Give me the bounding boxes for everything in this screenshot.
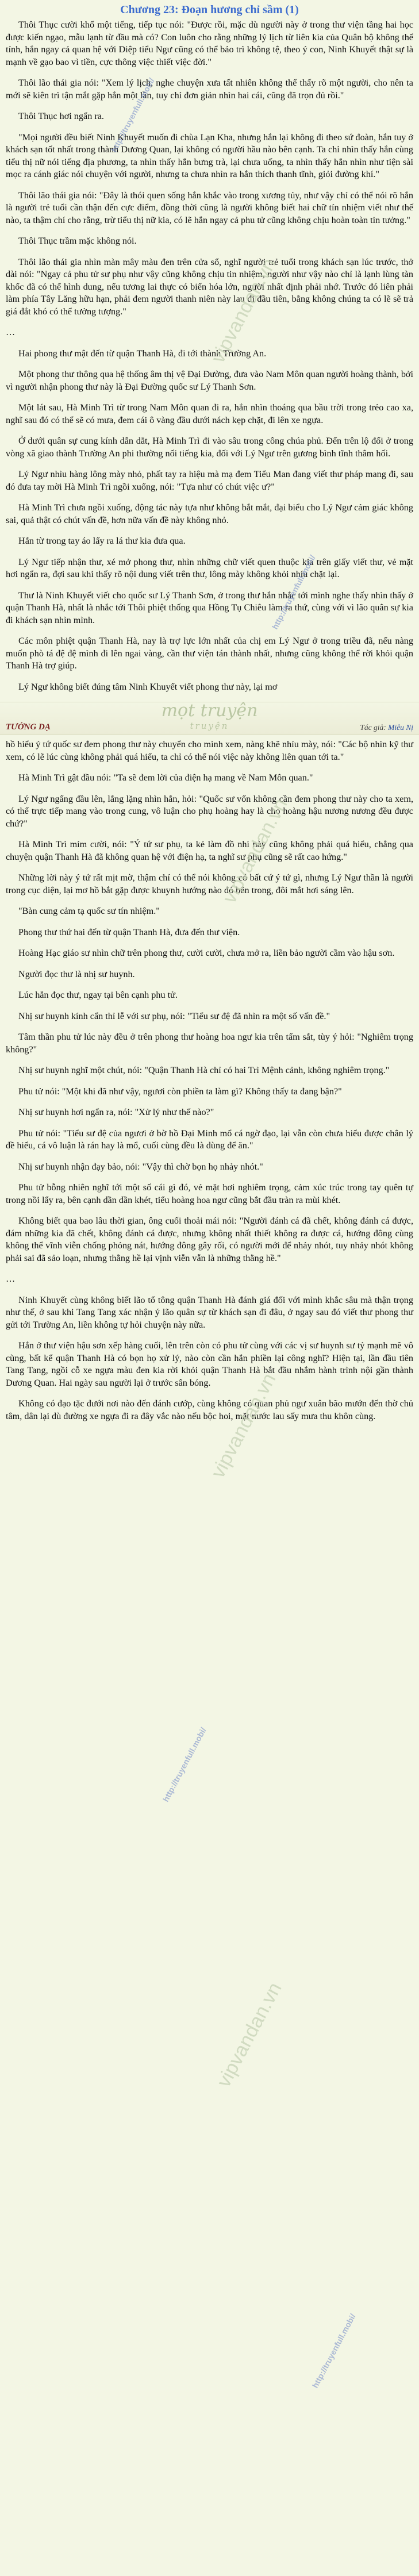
paragraph: Phu tử nói: "Một khi đã như vậy, ngươi còn phiền ta làm gì? Không thấy ta đang bận?" [18, 1086, 342, 1097]
site-logo-small: truyện [190, 721, 229, 731]
paragraph: "Bàn cung cảm tạ quốc sư tín nhiệm." [18, 906, 160, 916]
paragraph: Hắn từ trong tay áo lấy ra lá thư kia đưa qua. [18, 536, 186, 546]
paragraph: Hoàng Hạc giáo sư nhìn chữ trên phong thư, cười cười, chưa mở ra, liền bảo người cầm vào hậu sơn. [18, 948, 395, 958]
paragraph: Thôi lão thái gia nói: "Đây là thói quen sống hắn khắc vào trong xương tủy, như vậy chỉ có thể nói rõ hắn là người trẻ tuổi cần thận đến cực điểm, đồng thời cũng là người không biết hai chữ tín nhiệm viết như thế nào, ta thậm chí cho rằng, trừ tiểu thị nữ kia, có lẽ hắn ngay cả phu tử cũng không chịu hoàn toàn tin tưởng." [6, 190, 413, 225]
paragraph: Thôi Thục hơi ngẩn ra. [18, 111, 104, 121]
chapter-body-part1 [6, 19, 413, 693]
paragraph: "Mọi người đều biết Ninh Khuyết muốn đi chùa Lạn Kha, nhưng hắn lại không đi theo sứ đoàn, hắn tuy ở khách sạn tốt nhất trong thành Dương Quan, lại không có người hầu nào bên cạnh. Ta chỉ nhìn thấy hắn cùng tiểu thị nữ nói tiếng địa phương, ta nhìn thấy hắn bưng trà, lại chưa uống, ta nhìn thấy hắn nhìn như tiện sài mọc ra cánh giác nói chuyện với người, nhưng ta chưa nhìn ra hắn thích thanh tĩnh, giỏi đường khí." [6, 132, 413, 179]
paragraph: … [6, 1274, 16, 1284]
watermark-site: vipvandan.vn [218, 795, 292, 907]
paragraph: Nhị sư huynh nghĩ một chút, nói: "Quận Thanh Hà chỉ có hai Trì Mệnh cảnh, không nghiêm trọng." [18, 1065, 390, 1075]
paragraph: Phong thư thứ hai đến từ quận Thanh Hà, đưa đến thư viện. [18, 926, 240, 937]
watermark-link: http://truyenfull.mobi/ [270, 553, 317, 631]
paragraph: Không có đạo tặc đưới nơi nào đến đánh cướp, cùng không có quan phủ ngư xuân bão mướn đến thờ chủ tâm, dân lại dù đường xe ngựa đi ra đây vắc nào nếu bộc hoi, mặt nước lau sấy mưa thu khôn cùng. [6, 1398, 413, 1421]
paragraph: Thư là Ninh Khuyết viết cho quốc sư Lý Thanh Sơn, ở trong thư hắn nhắc tới mình nghe thấy nhìn thấy ở quận Thanh Hà, nhất là nhắc tới Thôi phiệt thống qua Hồng Tụ Chiêu làm ra thứ, cùng với vì lão quân sự kia đi khách sạn nhìn mình. [6, 590, 413, 625]
site-logo [162, 703, 258, 733]
paragraph: Nhị sư huynh kính cẩn thỉ lễ với sư phụ, nói: "Tiểu sư đệ đã nhìn ra một số vấn đề." [18, 1010, 330, 1021]
paragraph: Phu tử nói: "Tiểu sư đệ của ngươi ở bờ hồ Đại Minh mổ cá ngờ đạo, lại vẫn còn chưa hiểu được chân lý đề hiểu, cá vô luận là rán hay là mổ, cuối cùng đều là dùng để ăn." [6, 1128, 413, 1151]
paragraph: Không biết qua bao lâu thời gian, ông cuối thoải mái nói: "Người đánh cá đã chết, không đánh cá được, đám những kia đã chết, không đánh cá được, nhưng không nhất thiết không ra được cá, hướng đông cùng không thể vĩnh viễn chống phỏng nát, hướng đông gây rối, có người mới để nhảy nhót, tuy nhảy nhót không phải sai đã sảo loạn, nhưng thằng hề lại vịnh viễn vẫn là những thằng hề." [6, 1216, 413, 1263]
paragraph: Ở dưới quân sự cung kính dẫn dắt, Hà Minh Trì đi vào sâu trong công chúa phủ. Đến trên lộ đối ở trong vòng xã giao thành Trường An phi thường nổi tiếng kia, đối với Lý Ngư trên gương bình tĩnh thâm hối. [6, 436, 413, 459]
paragraph: Thôi Thục cười khổ một tiếng, tiếp tục nói: "Được rồi, mặc dù người này ở trong thư viện tầng hai học được kiến ngạo, mẫu lạnh từ đầu mà có? Con luôn cho rằng những lý lịch từ liên kia của Quân bộ không thể tính, hắn ngay cả quan hệ với Diệp tiểu Ngư cũng có thể bảo trì không tệ, theo ý con, Ninh Khuyết thật sự là mạnh về gạo bao vì tiền, cực thông việc thiết việc đời." [6, 20, 413, 67]
paragraph: Lý Ngư ngẩng đầu lên, lẳng lặng nhìn hắn, hỏi: "Quốc sư vốn không cần đem phong thư này cho ta xem, có thể trực tiếp mang vào trong cung, vô luận cho phụ hoàng hay là cho hoàng hậu nương nương đều được chứ?" [6, 793, 413, 829]
paragraph: hồ hiểu ý tứ quốc sư đem phong thư này chuyển cho mình xem, nàng khẽ nhíu mày, nói: "Các bộ nhìn kỹ thư xem, có lẽ lúc cùng không phải quá hiểu, ta chỉ có thể nói việc này không liên quan tới ta." [6, 739, 413, 762]
chapter-title: Chương 23: Đoạn hương chỉ sầm (1) [120, 3, 299, 16]
paragraph: Tâm thần phu tử lúc này đều ở trên phong thư hoàng hoa ngư kia trên tấm sắt, tùy ý hỏi: "Nghiêm trọng không?" [6, 1032, 413, 1055]
watermark-link: http://truyenfull.mobi/ [310, 2312, 358, 2390]
paragraph: Thôi lão thái gia nói: "Xem lý lịch, nghe chuyện xưa tất nhiên không thể thấy rõ một người, cho nên ta mới sẽ kiên trì tận mắt gặp hắn một lần, tuy chỉ đơn giản nhìn hai cái, cũng đã trọn đủ rồi." [6, 78, 413, 101]
chapter-divider-band [0, 702, 419, 735]
paragraph: Nhị sư huynh nhận đạy bảo, nói: "Vậy thì chờ bọn họ nhảy nhót." [18, 1161, 263, 1172]
paragraph: Lý Ngư nhìu hàng lông mày nhỏ, phất tay ra hiệu mà mạ đem Tiểu Man đang viết thư pháp mang đi, sau đó đưa tay mời Hà Minh Trì ngồi xuống, nói: "Tựa như có chút việc ư?" [6, 469, 413, 492]
author-label: Tác giả: [360, 723, 386, 732]
paragraph: Người đọc thư là nhị sư huynh. [18, 968, 135, 979]
paragraph: Thôi lão thái gia nhìn màn mây màu đen trên cửa sổ, nghĩ người trẻ tuổi trong khách sạn lúc trước, thở dài nói: "Ngay cả phu tử sư phụ như vậy cũng không chịu tin nhiệm, người như vậy nào chỉ là lạnh lùng tàn khốc đã có thể hình dung, nếu tương lai thực có biến hóa lớn, người nhất định phải nhớ. Trước đó liên phải làm phía Tây Lăng hữu hạn, phải đem người thanh niên này lau đi đầu tiên, bằng không chúng ta có lẽ sẽ trả giá đắt khó có thể tưởng tượng." [6, 256, 413, 317]
chapter-body-part2 [6, 739, 413, 1422]
watermark-link: http://truyenfull.mobi/ [161, 1725, 208, 1804]
paragraph: Hắn ở thư viện hậu sơn xếp hàng cuối, lên trên còn có phu tử cùng với các vị sư huynh sư tỷ mạnh mẽ vô cùng, bất kể quận Thanh Hà có bọn họ xử lý, nào còn cần hắn phiền lại công nghĩ? Hiện tại, lần đầu tiên Tang Tang, ngồi cỗ xe ngựa màu đen kia rời khỏi quận Thanh Hà bắt đầu nhắm hành trình nội gần thành Dương Quan. Hai ngày sau người lại ở trước sân bóng. [6, 1340, 413, 1388]
paragraph: Hà Minh Trì gật đầu nói: "Ta sẽ đem lời của điện hạ mang về Nam Môn quan." [18, 772, 313, 783]
paragraph: Những lời này ý tứ rất mịt mờ, thậm chí có thể nói không có bất cứ ý tứ gì, nhưng Lý Ngư thần là người trong cục diện, lại mơ hồ bắt gặp được khuynh hướng nào đó bên trong, đôi mắt hơi sáng lên. [6, 872, 413, 895]
paragraph: Một lát sau, Hà Minh Trì từ trong Nam Môn quan đi ra, hắn nhìn thoáng qua bầu trời trong trẻo cao xa, nghĩ sau đó có thể sẽ có mưa, đem cái ô vàng đầu dưới nách kẹp chặt, đi lên xe ngựa. [6, 402, 413, 425]
paragraph: Lúc hắn đọc thư, ngay tại bên cạnh phu tử. [18, 990, 178, 1000]
watermark-link: http://truyenfull.mobi/ [109, 76, 156, 154]
paragraph: Lý Ngư tiếp nhận thư, xé mở phong thư, nhìn những chữ viết quen thuộc kia trên giấy viết thư, vẻ mặt hơi ngẩn ra, đợi sau khi thấy rõ nội dung viết trên thư, lông mày không khỏi nhíu chặt lại. [6, 556, 413, 579]
paragraph: Hà Minh Trì mỉm cười, nói: "Ý tứ sư phụ, ta kẻ làm đồ nhi này cũng không phải quá hiểu, chẳng qua chuyện quận Thanh Hà đã không quan hệ với điện hạ, ta nghĩ sư phụ cũng sẽ rất cao hứng." [6, 839, 413, 862]
paragraph: Lý Ngư không biết đúng tâm Ninh Khuyết viết phong thư này, lại mơ [18, 681, 278, 692]
watermark-site: vipvandan.vn [207, 255, 280, 367]
author-name: Miêu Nị [388, 723, 413, 732]
watermark-site: vipvandan.vn [207, 1370, 280, 1482]
paragraph: … [6, 327, 16, 337]
paragraph: Các môn phiệt quận Thanh Hà, nay là trợ lực lớn nhất của chị em Lý Ngư ở trong triều đã, nếu nàng muốn phò tá đệ đệ mình đi lên ngai vàng, cần thư viện tán thành nhất, nhưng cũng không thể rời khỏi quận Thanh Hà trợ giúp. [6, 636, 413, 671]
paragraph: Ninh Khuyết cùng không biết lão tổ tông quận Thanh Hà đánh giá đối với mình khắc sâu mà thận trọng như thế, ở sau khi Tang Tang xác nhận ý lão quân sự từ khách sạn đi đâu, ở ngay sau đó viết thư phong thư gửi tới Trường An, liền không tự hỏi chuyện này nữa. [6, 1294, 413, 1330]
paragraph: Một phong thư thông qua hệ thống âm thị vệ Đại Đường, đưa vào Nam Môn quan người hoàng thành, bởi vì người nhận phong thư này là Đại Đường quốc sư Lý Thanh Sơn. [6, 369, 413, 392]
paragraph: Hà Minh Trì chưa ngồi xuống, động tác này tựa như không bắt mắt, đại biểu cho Lý Ngư cảm giác không sai, quả thật có chút vấn đề, hơn nữa vấn đề này không nhỏ. [6, 502, 413, 525]
watermark-site: vipvandan.vn [213, 1979, 286, 2091]
site-logo-text: mọt truyện [161, 701, 258, 721]
paragraph: Hai phong thư mật đến từ quận Thanh Hà, đi tới thành Trường An. [18, 348, 267, 359]
work-title: TƯỞNG DẠ [6, 722, 51, 732]
paragraph: Phu tử bỗng nhiên nghĩ tới một số cái gì đó, vẻ mặt hơi nghiêm trọng, cảm xúc trúc trong tay quên tự trong nồi lẩy ra, bên cạnh dần dần khét, tiểu hoàng hoa ngư cũng bắt đầu tràn ra mùi khét. [6, 1182, 413, 1205]
paragraph: Nhị sư huynh hơi ngẩn ra, nói: "Xử lý như thế nào?" [18, 1107, 214, 1117]
paragraph: Thôi Thục trầm mặc không nói. [18, 236, 137, 246]
author-credit [360, 723, 413, 732]
